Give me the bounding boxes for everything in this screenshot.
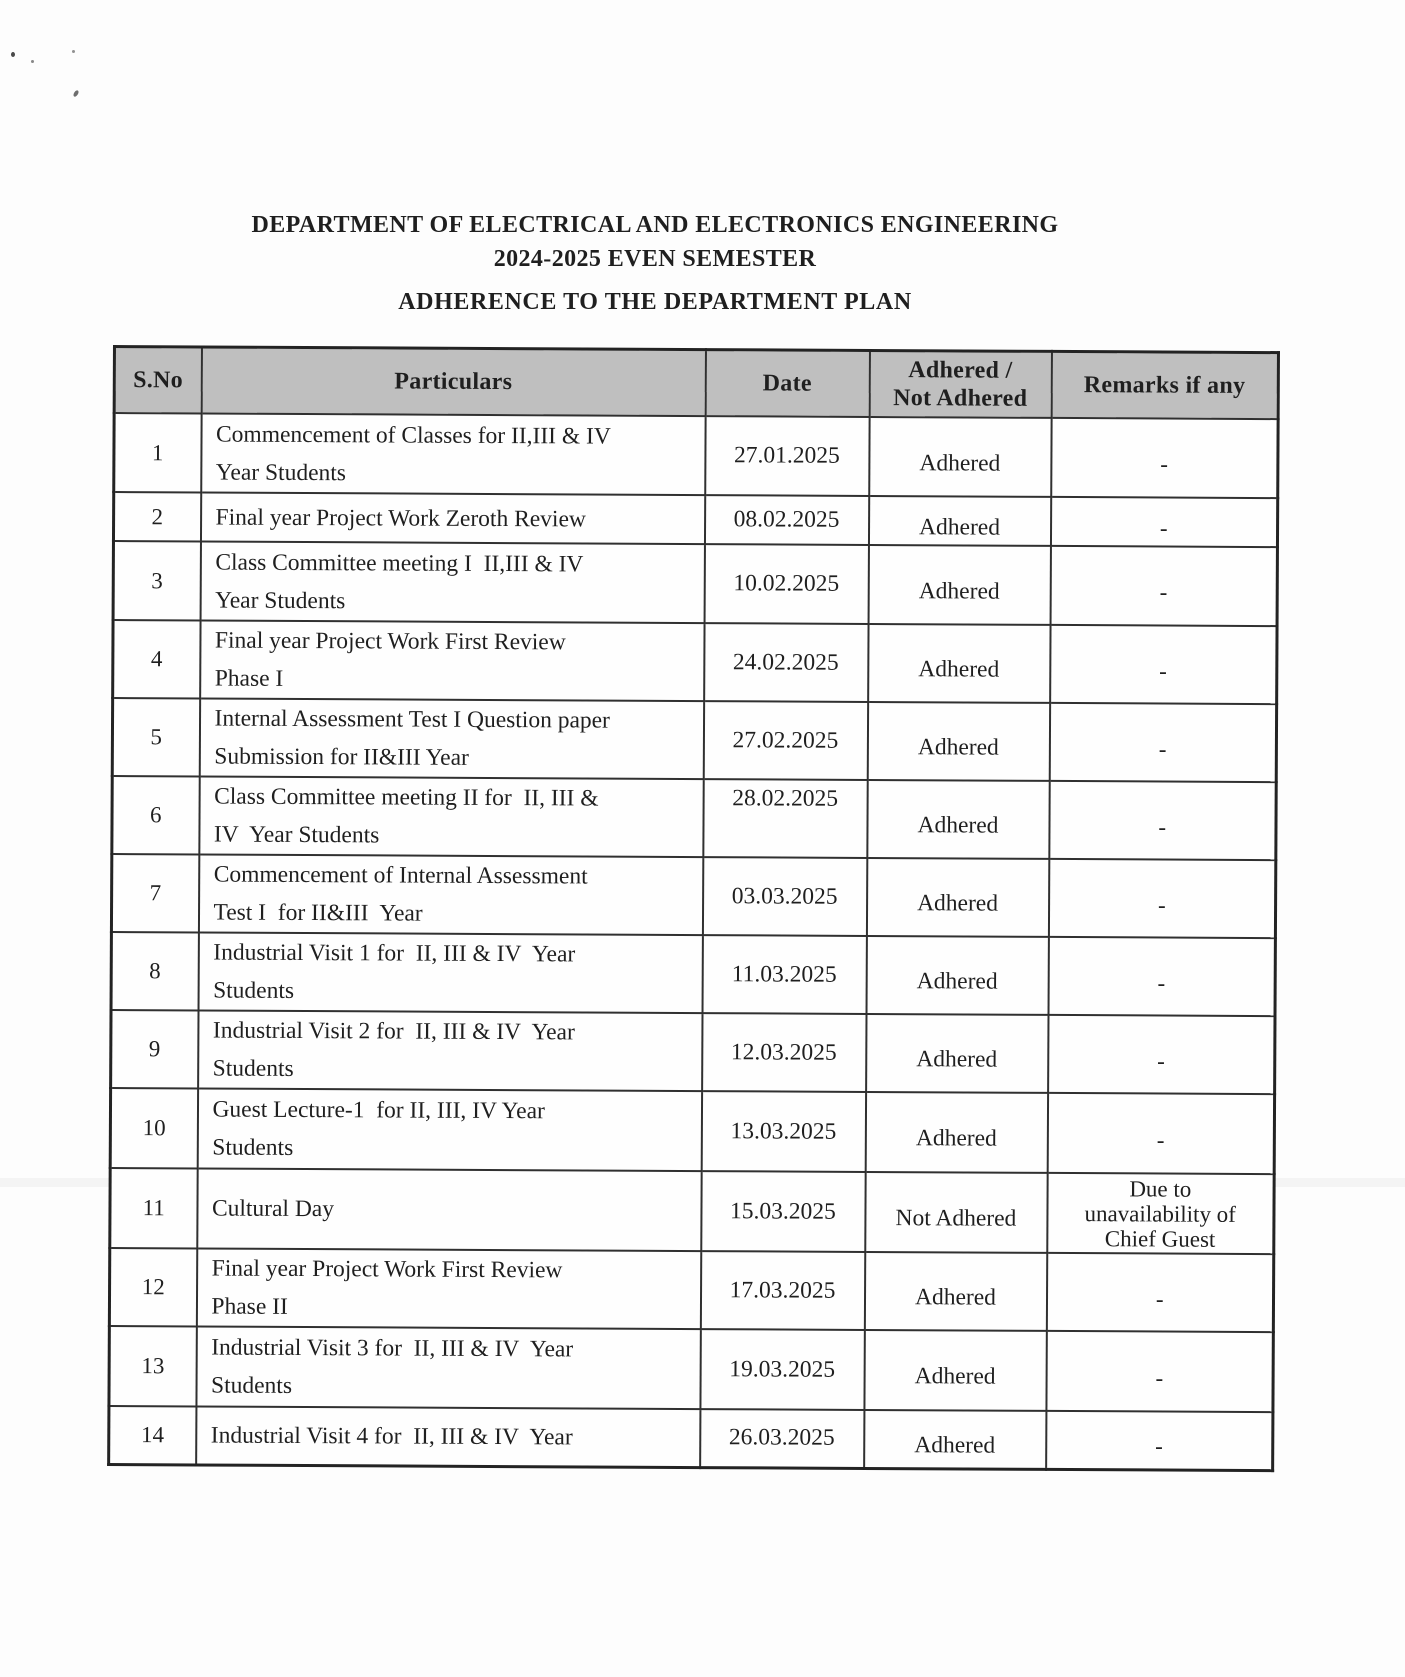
cell-sno: 1 (114, 413, 201, 492)
cell-sno: 13 (109, 1326, 196, 1406)
cell-sno: 6 (112, 776, 199, 854)
section-title: ADHERENCE TO THE DEPARTMENT PLAN (398, 289, 912, 315)
table-row (114, 413, 1278, 498)
cell-status: Adhered (868, 624, 1050, 703)
cell-particulars: Class Committee meeting II for II, III & IV Year Students (199, 776, 703, 857)
table-row (110, 1088, 1274, 1174)
adherence-table (107, 345, 1280, 1472)
table-header-row (114, 347, 1278, 420)
cell-remarks: - (1051, 418, 1278, 498)
cell-particulars: Internal Assessment Test I Question paper Submission for II&III Year (199, 698, 703, 779)
scan-speck (72, 50, 75, 53)
cell-remarks: - (1046, 1411, 1273, 1470)
table-row (111, 854, 1275, 938)
cell-sno: 10 (110, 1088, 197, 1168)
cell-status: Adhered (864, 1252, 1046, 1331)
cell-sno: 8 (111, 932, 198, 1010)
cell-sno: 4 (113, 620, 200, 698)
cell-sno: 12 (109, 1248, 196, 1326)
cell-remarks: - (1050, 546, 1277, 626)
cell-particulars: Final year Project Work Zeroth Review (200, 492, 704, 544)
table-row (112, 776, 1276, 860)
table-row (111, 932, 1275, 1016)
cell-sno: 9 (111, 1010, 198, 1088)
cell-particulars: Final year Project Work First Review Phase II (196, 1248, 700, 1329)
cell-date: 19.03.2025 (700, 1329, 864, 1410)
cell-sno: 7 (111, 854, 198, 932)
cell-particulars: Commencement of Classes for II,III & IV Year Students (201, 413, 705, 495)
cell-remarks: - (1046, 1253, 1273, 1332)
cell-date: 11.03.2025 (702, 935, 866, 1014)
cell-date: 17.03.2025 (700, 1251, 864, 1330)
cell-particulars: Guest Lecture-1 for II, III, IV Year Students (197, 1088, 701, 1171)
cell-particulars: Industrial Visit 3 for II, III & IV Year Students (196, 1326, 700, 1409)
table-row (110, 1168, 1274, 1254)
cell-particulars: Industrial Visit 4 for II, III & IV Year (196, 1406, 700, 1467)
cell-status: Not Adhered (865, 1172, 1047, 1253)
cell-status: Adhered (869, 417, 1051, 497)
column-header-sno: S.No (114, 347, 201, 414)
cell-status: Adhered (867, 780, 1049, 859)
cell-status: Adhered (868, 496, 1050, 546)
table-row (113, 541, 1277, 626)
table-row (109, 1248, 1273, 1332)
cell-date: 15.03.2025 (701, 1171, 865, 1252)
cell-date: 26.03.2025 (700, 1409, 864, 1468)
table-row (113, 492, 1277, 547)
cell-status: Adhered (866, 1014, 1048, 1093)
cell-particulars: Industrial Visit 1 for II, III & IV Year Students (198, 932, 702, 1013)
scan-speck (72, 89, 79, 97)
column-header-status: Adhered / Not Adhered (869, 350, 1051, 417)
table-row (109, 1326, 1273, 1412)
cell-particulars: Class Committee meeting I II,III & IV Year Students (200, 541, 704, 623)
cell-remarks: - (1048, 1015, 1275, 1094)
cell-sno: 5 (112, 698, 199, 776)
cell-date: 10.02.2025 (704, 544, 868, 624)
cell-status: Adhered (867, 702, 1049, 781)
document-title (55, 208, 1255, 276)
cell-sno: 11 (110, 1168, 197, 1248)
cell-date: 03.03.2025 (702, 857, 866, 936)
cell-particulars: Commencement of Internal Assessment Test I for II&III Year (198, 854, 702, 935)
cell-status: Adhered (866, 936, 1048, 1015)
cell-date: 28.02.2025 (703, 779, 867, 858)
cell-date: 08.02.2025 (704, 495, 868, 545)
cell-remarks: Due to unavailability of Chief Guest (1047, 1173, 1274, 1254)
cell-particulars: Final year Project Work First Review Phase I (200, 620, 704, 701)
document-title-line1: DEPARTMENT OF ELECTRICAL AND ELECTRONICS ENGINEERING (251, 212, 1059, 238)
cell-sno: 3 (113, 541, 200, 620)
cell-status: Adhered (864, 1330, 1046, 1411)
cell-remarks: - (1049, 781, 1276, 860)
cell-date: 27.02.2025 (703, 701, 867, 780)
cell-remarks: - (1050, 625, 1277, 704)
cell-date: 12.03.2025 (702, 1013, 866, 1092)
cell-sno: 14 (109, 1406, 196, 1464)
scan-speck (31, 60, 34, 63)
cell-remarks: - (1046, 1331, 1273, 1412)
cell-status: Adhered (866, 858, 1048, 937)
cell-sno: 2 (113, 492, 200, 541)
adherence-table-container (107, 345, 1280, 1472)
cell-status: Adhered (868, 545, 1050, 625)
cell-remarks: - (1050, 497, 1277, 547)
cell-remarks: - (1049, 703, 1276, 782)
cell-remarks: - (1048, 937, 1275, 1016)
cell-remarks: - (1047, 1093, 1274, 1174)
table-row (112, 698, 1276, 782)
column-header-date: Date (705, 350, 869, 417)
cell-remarks: - (1048, 859, 1275, 938)
cell-status: Adhered (865, 1092, 1047, 1173)
column-header-remarks: Remarks if any (1051, 351, 1278, 419)
cell-date: 24.02.2025 (704, 623, 868, 702)
table-row (109, 1406, 1273, 1470)
cell-status: Adhered (864, 1410, 1046, 1469)
cell-date: 27.01.2025 (705, 416, 869, 496)
column-header-particulars: Particulars (201, 347, 705, 416)
cell-particulars: Cultural Day (197, 1168, 701, 1251)
table-row (113, 620, 1277, 704)
table-row (111, 1010, 1275, 1094)
cell-date: 13.03.2025 (701, 1091, 865, 1172)
document-title-line2: 2024-2025 EVEN SEMESTER (493, 246, 817, 272)
cell-particulars: Industrial Visit 2 for II, III & IV Year Students (198, 1010, 702, 1091)
scan-speck (11, 52, 15, 57)
